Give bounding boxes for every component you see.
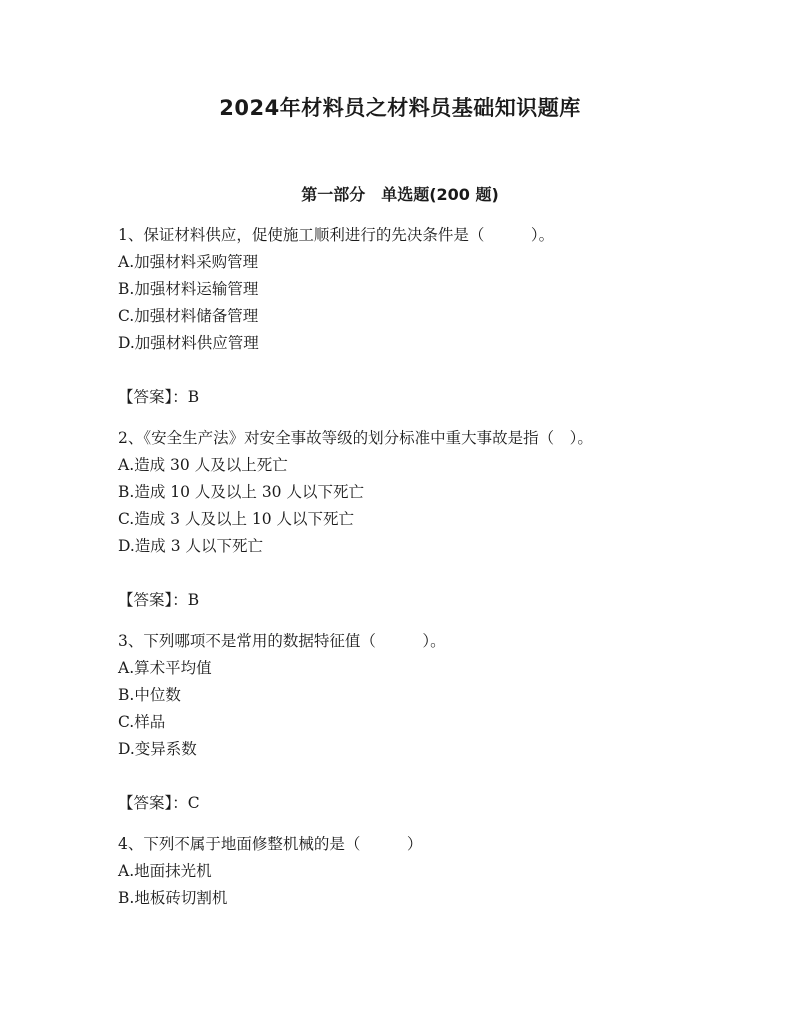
option-b: B.造成 10 人及以上 30 人以下死亡 xyxy=(118,483,364,501)
question-stem: 4、下列不属于地面修整机械的是（ ） xyxy=(118,835,423,853)
option-d: D.造成 3 人以下死亡 xyxy=(118,537,264,555)
option-a: A.加强材料采购管理 xyxy=(118,253,259,271)
answer-label: 【答案】： xyxy=(118,388,188,406)
document-title: 2024年材料员之材料员基础知识题库 xyxy=(219,96,581,120)
question-4 xyxy=(118,831,648,912)
option-a: A.造成 30 人及以上死亡 xyxy=(118,456,288,474)
option-c: C.加强材料储备管理 xyxy=(118,307,259,325)
option-b: B.中位数 xyxy=(118,686,181,704)
question-list xyxy=(118,222,648,912)
answer-line xyxy=(118,384,648,411)
option-a: A.算术平均值 xyxy=(118,659,212,677)
option-d: D.变异系数 xyxy=(118,740,197,758)
option-b: B.地板砖切割机 xyxy=(118,889,228,907)
answer-value: B xyxy=(187,388,200,406)
answer-line xyxy=(118,790,648,817)
section-title: 第一部分 单选题(200 题) xyxy=(301,185,499,204)
answer-label: 【答案】： xyxy=(118,591,188,609)
answer-value: B xyxy=(187,591,200,609)
answer-value: C xyxy=(187,794,200,812)
question-stem: 3、下列哪项不是常用的数据特征值（ ）。 xyxy=(118,632,446,650)
option-d: D.加强材料供应管理 xyxy=(118,334,259,352)
answer-label: 【答案】： xyxy=(118,794,188,812)
option-c: C.造成 3 人及以上 10 人以下死亡 xyxy=(118,510,355,528)
option-a: A.地面抹光机 xyxy=(118,862,212,880)
question-1 xyxy=(118,222,648,411)
question-3 xyxy=(118,628,648,817)
question-stem: 1、保证材料供应，促使施工顺利进行的先决条件是（ ）。 xyxy=(118,226,555,244)
question-stem: 2、《安全生产法》对安全事故等级的划分标准中重大事故是指（ ）。 xyxy=(118,429,593,447)
option-b: B.加强材料运输管理 xyxy=(118,280,259,298)
option-c: C.样品 xyxy=(118,713,166,731)
question-2 xyxy=(118,425,648,614)
answer-line xyxy=(118,587,648,614)
